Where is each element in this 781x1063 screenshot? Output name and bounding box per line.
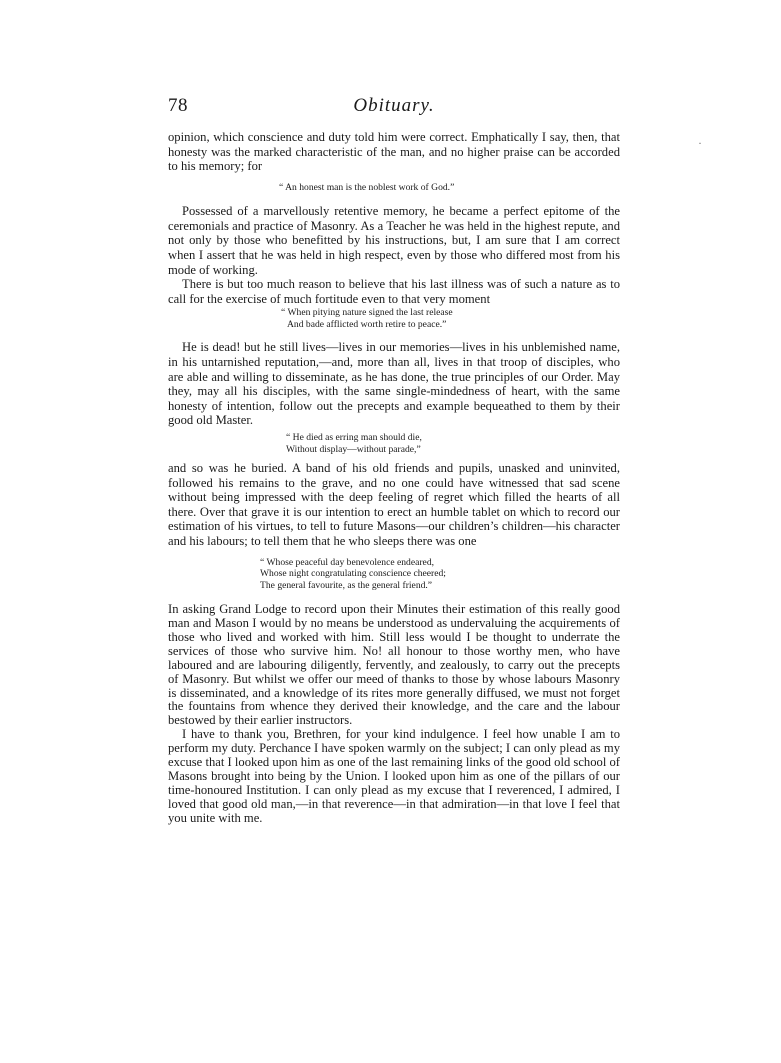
quote-line: And bade afflicted worth retire to peace.” <box>287 318 447 330</box>
quote-erring-man <box>168 428 620 461</box>
quote-line: Whose night congratulating conscience cheered; <box>260 568 446 580</box>
paragraph-he-is-dead: He is dead! but he still lives—lives in our memories—lives in his unblemished name, in his untarnished reputation,—and, more than all, lives in that troop of disciples, who are able and willing to disseminate, as he has done, the true principles of our Order. May they, may all his disciples, with the same single-mindedness of heart, with the same honesty of intention, follow out the precepts and example bequeathed to them by their good old Master. <box>168 340 620 428</box>
quote-line: “ An honest man is the noblest work of God.” <box>279 181 455 193</box>
paragraph-thanks: I have to thank you, Brethren, for your kind indulgence. I feel how unable I am to perform my duty. Perchance I have spoken warmly on the subject; I can only plead as my excuse that I looked upon him as one of the last remaining links of the good old school of Masons brought into being by the Union. I looked upon him as one of the pillars of our time-honoured Institution. I can only plead as my excuse that I reverenced, I admired, I loved that good old man,—in that reverence—in that admiration—in that love I feel that you unite with me. <box>168 727 620 825</box>
quote-honest-man <box>168 174 620 205</box>
quote-line: The general favourite, as the general friend.” <box>260 579 433 591</box>
page-header <box>168 95 620 123</box>
quote-line: “ Whose peaceful day benevolence endeared, <box>260 556 435 568</box>
quote-line: Without display—without parade,” <box>286 443 421 455</box>
quote-peaceful-day <box>168 549 620 604</box>
paragraph-grand-lodge: In asking Grand Lodge to record upon their Minutes their estimation of this really good man and Mason I would by no means be understood as undervaluing the acquirements of those who lived and worked with him. Still less would I be thought to underrate the services of those who survive him. No! all honour to those worthy men, who have laboured and are labouring diligently, fervently, and zealously, to carry out the precepts of Masonry. But whilst we offer our meed of thanks to those by whose labours Masonry is disseminated, and a knowledge of its rites more generally diffused, we must not forget the fountains from whence they derived their knowledge, and the care and the labour bestowed by their earlier instructors. <box>168 602 620 728</box>
obituary-body <box>168 130 620 826</box>
paragraph-opinion: opinion, which conscience and duty told him were correct. Emphatically I say, then, that honesty was the marked characteristic of the man, and no higher praise can be accorded to his memory; for <box>168 130 620 174</box>
running-head: Obituary. <box>353 95 435 116</box>
paragraph-last-illness: There is but too much reason to believe that his last illness was of such a nature as to call for the exercise of much fortitude even to that very moment <box>168 277 620 306</box>
margin-mark: · <box>698 136 702 150</box>
quote-pitying-nature <box>168 306 620 340</box>
paragraph-retentive-memory: Possessed of a marvellously retentive memory, he became a perfect epitome of the ceremonials and practice of Masonry. As a Teacher he was held in the highest repute, and not only by those who benefitted by his instructions, but, I am sure that I am correct when I assert that he was held in high respect, even by those who differed most from his mode of working. <box>168 204 620 277</box>
paragraph-buried: and so was he buried. A band of his old friends and pupils, unasked and uninvited, followed his remains to the grave, and no one could have witnessed that sad scene without being impressed with the deep feeling of regret which filled the hearts of all there. Over that grave it is our intention to erect an humble tablet on which to record our estimation of his virtues, to tell to future Masons—our children’s children—his character and his labours; to tell them that he who sleeps there was one <box>168 461 620 548</box>
quote-line: “ He died as erring man should die, <box>286 432 422 443</box>
page-number: 78 <box>168 95 188 116</box>
quote-line: “ When pitying nature signed the last release <box>281 307 453 319</box>
